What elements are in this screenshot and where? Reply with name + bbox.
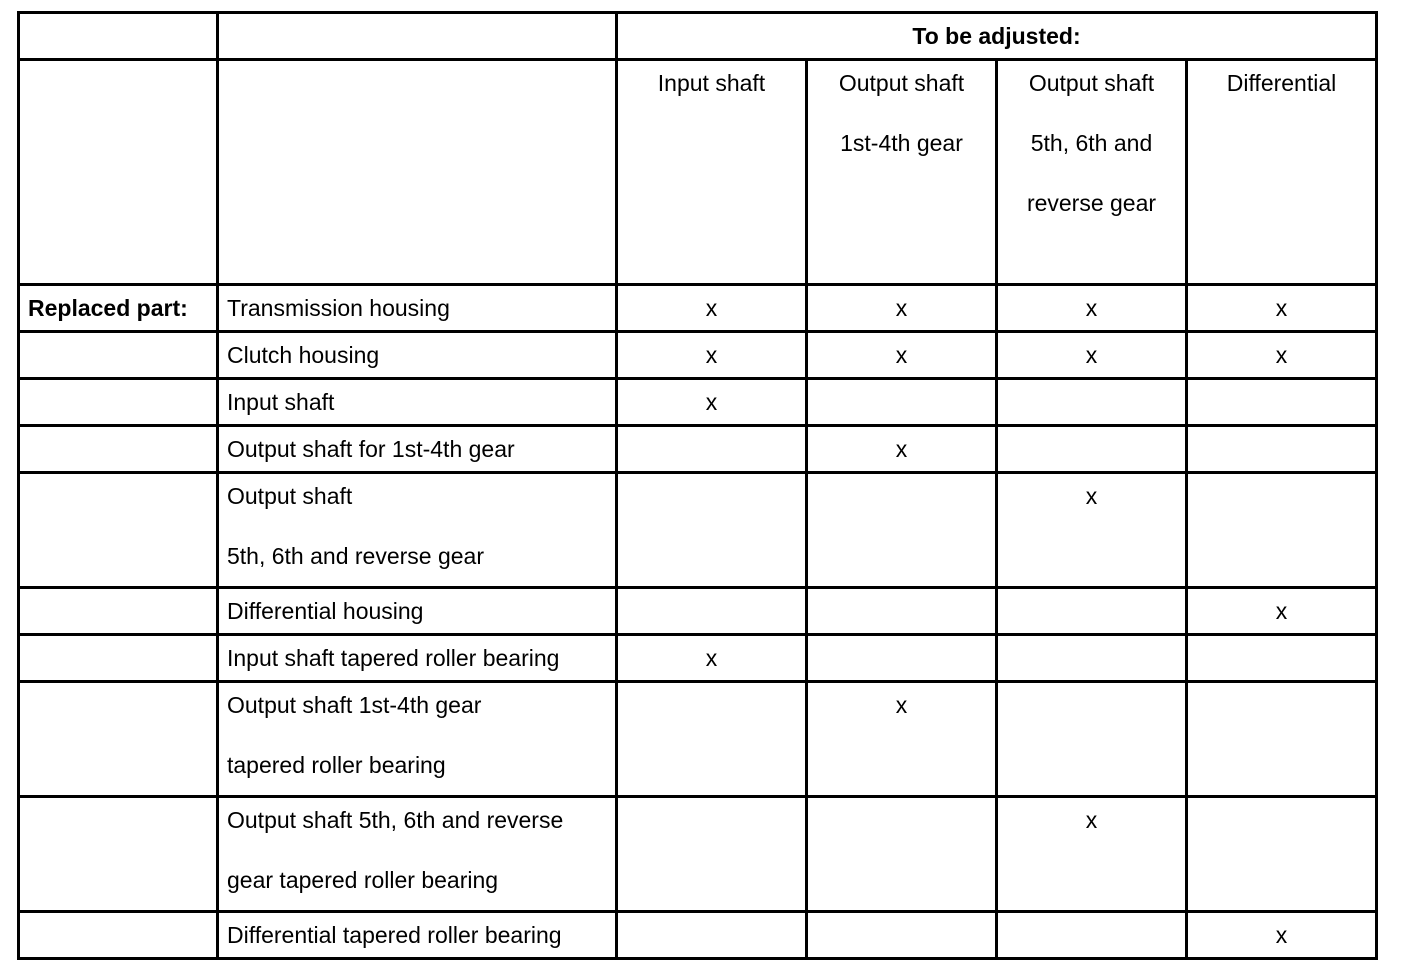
adjust-mark-cell: [617, 797, 807, 912]
adjust-mark-cell: x: [1187, 332, 1377, 379]
replaced-part-line: Input shaft tapered roller bearing: [227, 645, 560, 671]
replaced-part-line: Output shaft for 1st-4th gear: [227, 436, 515, 462]
adjust-mark-cell: [997, 426, 1187, 473]
adjust-mark-cell: x: [617, 635, 807, 682]
column-header-output-shaft-1-4: [807, 60, 997, 285]
adjust-mark-cell: [617, 682, 807, 797]
replaced-part-cell: [218, 682, 617, 797]
adjust-mark-cell: x: [807, 682, 997, 797]
adjust-mark-cell: x: [807, 426, 997, 473]
adjustment-table: [17, 11, 1378, 960]
empty-cell: [19, 797, 218, 912]
empty-cell: [19, 473, 218, 588]
replaced-part-cell: [218, 285, 617, 332]
adjust-mark-cell: x: [997, 332, 1187, 379]
empty-cell: [19, 13, 218, 60]
table-row: [19, 332, 1377, 379]
adjust-mark-cell: [1187, 473, 1377, 588]
replaced-part-line: Output shaft: [227, 483, 353, 509]
adjust-mark-cell: [617, 912, 807, 959]
adjust-mark-cell: [617, 426, 807, 473]
replaced-part-cell: [218, 797, 617, 912]
adjust-mark-cell: x: [997, 473, 1187, 588]
empty-cell: [19, 588, 218, 635]
replaced-part-line: Differential housing: [227, 598, 424, 624]
empty-cell: [19, 379, 218, 426]
adjust-mark-cell: x: [1187, 285, 1377, 332]
adjust-mark-cell: x: [997, 285, 1187, 332]
adjust-mark-cell: [997, 912, 1187, 959]
table-row: [19, 635, 1377, 682]
table-row: [19, 285, 1377, 332]
table-row: [19, 379, 1377, 426]
adjust-mark-cell: [1187, 682, 1377, 797]
adjust-mark-cell: x: [1187, 588, 1377, 635]
adjust-mark-cell: [997, 635, 1187, 682]
adjust-mark-cell: [997, 588, 1187, 635]
replaced-part-line: Differential tapered roller bearing: [227, 922, 562, 948]
replaced-part-cell: [218, 379, 617, 426]
adjust-mark-cell: x: [617, 285, 807, 332]
column-header-line: Output shaft: [1028, 70, 1155, 96]
replaced-part-line: Transmission housing: [227, 295, 450, 321]
column-header-input-shaft: [617, 60, 807, 285]
column-header-line: 1st-4th gear: [840, 130, 963, 156]
replaced-part-cell: [218, 332, 617, 379]
column-header-differential: [1187, 60, 1377, 285]
replaced-part-line: tapered roller bearing: [227, 752, 446, 778]
adjust-mark-cell: [807, 635, 997, 682]
empty-cell: [218, 13, 617, 60]
adjust-mark-cell: [807, 912, 997, 959]
table-row: [19, 797, 1377, 912]
column-header-line: Output shaft: [838, 70, 965, 96]
table-row: [19, 682, 1377, 797]
adjust-mark-cell: x: [617, 379, 807, 426]
replaced-part-line: gear tapered roller bearing: [227, 867, 499, 893]
column-header-line: 5th, 6th and: [1030, 130, 1153, 156]
adjust-mark-cell: [807, 473, 997, 588]
empty-cell: [19, 332, 218, 379]
adjust-mark-cell: [1187, 635, 1377, 682]
adjust-mark-cell: [997, 379, 1187, 426]
column-header-line: reverse gear: [1026, 190, 1157, 216]
adjust-mark-cell: [807, 588, 997, 635]
row-group-label: Replaced part:: [19, 285, 218, 332]
adjust-mark-cell: [1187, 797, 1377, 912]
adjust-mark-cell: x: [807, 332, 997, 379]
column-header-line: Input shaft: [657, 70, 766, 96]
table-row: [19, 588, 1377, 635]
column-header-row: [19, 60, 1377, 285]
replaced-part-cell: [218, 588, 617, 635]
replaced-part-line: Clutch housing: [227, 342, 380, 368]
adjust-mark-cell: x: [1187, 912, 1377, 959]
table-body: [19, 285, 1377, 959]
replaced-part-line: 5th, 6th and reverse gear: [227, 543, 484, 569]
empty-cell: [19, 426, 218, 473]
replaced-part-line: Output shaft 1st-4th gear: [227, 692, 482, 718]
adjust-mark-cell: x: [807, 285, 997, 332]
adjust-mark-cell: [997, 682, 1187, 797]
column-header-output-shaft-5-6-r: [997, 60, 1187, 285]
table-row: [19, 473, 1377, 588]
replaced-part-cell: [218, 426, 617, 473]
adjust-mark-cell: [1187, 379, 1377, 426]
replaced-part-line: Output shaft 5th, 6th and reverse: [227, 807, 564, 833]
empty-cell: [218, 60, 617, 285]
empty-cell: [19, 912, 218, 959]
table-row: [19, 912, 1377, 959]
group-header: To be adjusted:: [617, 13, 1377, 60]
replaced-part-cell: [218, 635, 617, 682]
empty-cell: [19, 682, 218, 797]
adjust-mark-cell: [1187, 426, 1377, 473]
adjust-mark-cell: [617, 473, 807, 588]
table-row: [19, 426, 1377, 473]
replaced-part-line: Input shaft: [227, 389, 335, 415]
adjust-mark-cell: x: [997, 797, 1187, 912]
empty-cell: [19, 635, 218, 682]
adjust-mark-cell: x: [617, 332, 807, 379]
replaced-part-cell: [218, 473, 617, 588]
empty-cell: [19, 60, 218, 285]
adjust-mark-cell: [807, 797, 997, 912]
adjust-mark-cell: [807, 379, 997, 426]
adjust-mark-cell: [617, 588, 807, 635]
replaced-part-cell: [218, 912, 617, 959]
column-header-line: Differential: [1226, 70, 1337, 96]
table-title-row: [19, 13, 1377, 60]
